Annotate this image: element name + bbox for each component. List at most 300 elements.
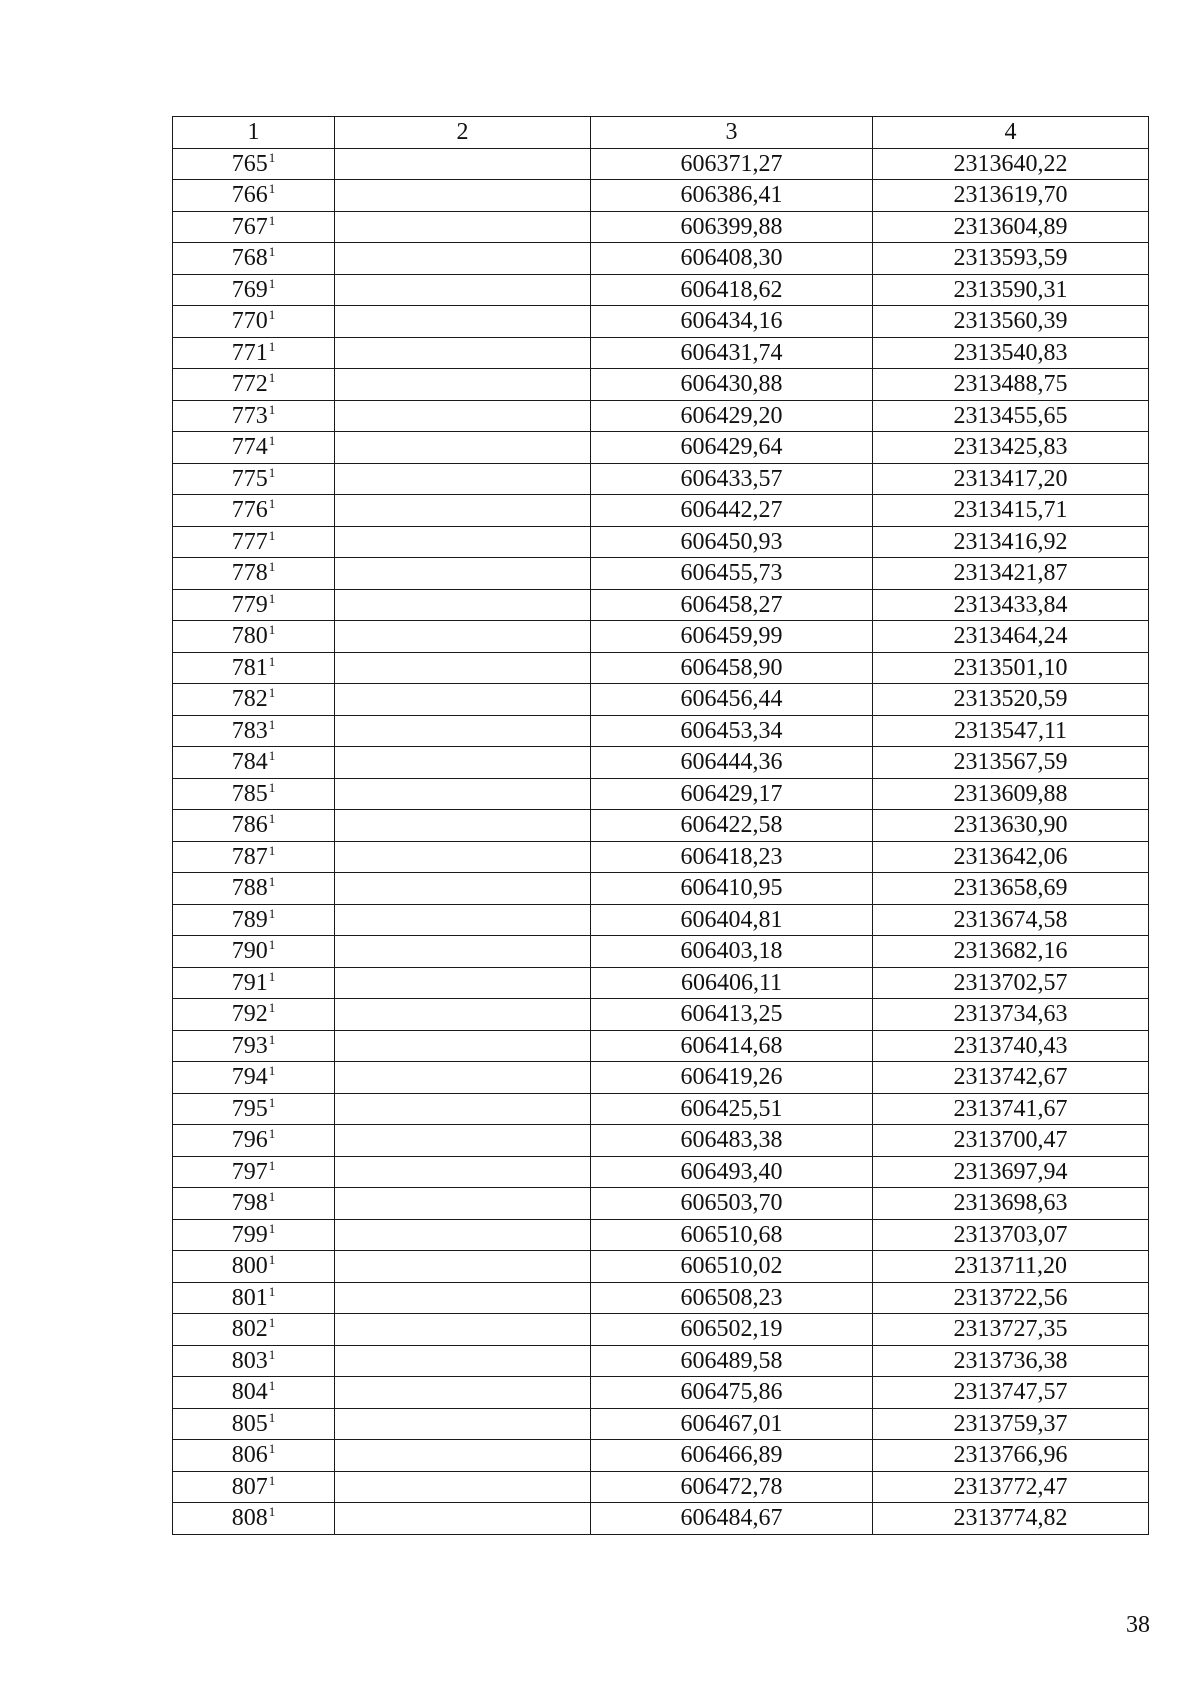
- point-superscript: 1: [268, 307, 276, 323]
- name-cell: [335, 1125, 591, 1157]
- point-number: 789: [231, 906, 268, 933]
- point-number: 797: [231, 1158, 268, 1185]
- x-coordinate-cell: 606442,27: [591, 495, 873, 527]
- point-number-cell: [173, 936, 335, 968]
- name-cell: [335, 243, 591, 275]
- point-superscript: 1: [268, 590, 276, 606]
- point-number: 782: [231, 686, 268, 713]
- table-row: [173, 1188, 1149, 1220]
- table-row: [173, 558, 1149, 590]
- point-superscript: 1: [268, 1126, 276, 1142]
- point-number: 771: [231, 339, 268, 366]
- table-row: [173, 274, 1149, 306]
- point-number-cell: [173, 967, 335, 999]
- point-number-cell: [173, 999, 335, 1031]
- y-coordinate-cell: 2313540,83: [873, 337, 1149, 369]
- x-coordinate-cell: 606453,34: [591, 715, 873, 747]
- y-coordinate-cell: 2313702,57: [873, 967, 1149, 999]
- point-number: 780: [231, 623, 268, 650]
- x-coordinate-cell: 606475,86: [591, 1377, 873, 1409]
- y-coordinate-cell: 2313740,43: [873, 1030, 1149, 1062]
- point-number-cell: [173, 841, 335, 873]
- table-row: [173, 463, 1149, 495]
- name-cell: [335, 1093, 591, 1125]
- name-cell: [335, 1408, 591, 1440]
- point-number-cell: [173, 1503, 335, 1535]
- y-coordinate-cell: 2313593,59: [873, 243, 1149, 275]
- point-number: 773: [231, 402, 268, 429]
- point-number-cell: [173, 243, 335, 275]
- header-cell-4: 4: [873, 117, 1149, 149]
- x-coordinate-cell: 606450,93: [591, 526, 873, 558]
- point-number: 795: [231, 1095, 268, 1122]
- point-number: 800: [231, 1253, 268, 1280]
- y-coordinate-cell: 2313700,47: [873, 1125, 1149, 1157]
- y-coordinate-cell: 2313464,24: [873, 621, 1149, 653]
- point-superscript: 1: [268, 1315, 276, 1331]
- point-number: 765: [231, 150, 268, 177]
- y-coordinate-cell: 2313421,87: [873, 558, 1149, 590]
- x-coordinate-cell: 606503,70: [591, 1188, 873, 1220]
- point-number: 798: [231, 1190, 268, 1217]
- name-cell: [335, 715, 591, 747]
- name-cell: [335, 652, 591, 684]
- y-coordinate-cell: 2313433,84: [873, 589, 1149, 621]
- point-superscript: 1: [268, 1000, 276, 1016]
- point-number-cell: [173, 1093, 335, 1125]
- name-cell: [335, 1219, 591, 1251]
- point-number: 791: [231, 969, 268, 996]
- name-cell: [335, 180, 591, 212]
- point-superscript: 1: [268, 1409, 276, 1425]
- point-number-cell: [173, 1219, 335, 1251]
- point-superscript: 1: [268, 842, 276, 858]
- table-row: [173, 1408, 1149, 1440]
- point-number: 788: [231, 875, 268, 902]
- point-number-cell: [173, 1314, 335, 1346]
- point-number: 769: [231, 276, 268, 303]
- point-number-cell: [173, 337, 335, 369]
- point-superscript: 1: [268, 1189, 276, 1205]
- name-cell: [335, 1471, 591, 1503]
- point-number-cell: [173, 652, 335, 684]
- name-cell: [335, 211, 591, 243]
- point-superscript: 1: [268, 716, 276, 732]
- y-coordinate-cell: 2313417,20: [873, 463, 1149, 495]
- point-number: 772: [231, 371, 268, 398]
- y-coordinate-cell: 2313642,06: [873, 841, 1149, 873]
- name-cell: [335, 1188, 591, 1220]
- y-coordinate-cell: 2313640,22: [873, 148, 1149, 180]
- name-cell: [335, 1503, 591, 1535]
- y-coordinate-cell: 2313736,38: [873, 1345, 1149, 1377]
- table-row: [173, 873, 1149, 905]
- point-superscript: 1: [268, 559, 276, 575]
- table-row: [173, 432, 1149, 464]
- y-coordinate-cell: 2313590,31: [873, 274, 1149, 306]
- point-number: 790: [231, 938, 268, 965]
- table-row: [173, 148, 1149, 180]
- point-number-cell: [173, 211, 335, 243]
- y-coordinate-cell: 2313747,57: [873, 1377, 1149, 1409]
- y-coordinate-cell: 2313560,39: [873, 306, 1149, 338]
- point-number: 792: [231, 1001, 268, 1028]
- x-coordinate-cell: 606455,73: [591, 558, 873, 590]
- x-coordinate-cell: 606459,99: [591, 621, 873, 653]
- point-number-cell: [173, 747, 335, 779]
- point-superscript: 1: [268, 433, 276, 449]
- name-cell: [335, 526, 591, 558]
- y-coordinate-cell: 2313742,67: [873, 1062, 1149, 1094]
- x-coordinate-cell: 606413,25: [591, 999, 873, 1031]
- point-number-cell: [173, 715, 335, 747]
- x-coordinate-cell: 606429,64: [591, 432, 873, 464]
- point-number-cell: [173, 495, 335, 527]
- point-number: 801: [231, 1284, 268, 1311]
- point-number: 783: [231, 717, 268, 744]
- name-cell: [335, 274, 591, 306]
- name-cell: [335, 1251, 591, 1283]
- point-number-cell: [173, 873, 335, 905]
- point-number-cell: [173, 589, 335, 621]
- x-coordinate-cell: 606510,68: [591, 1219, 873, 1251]
- name-cell: [335, 841, 591, 873]
- y-coordinate-cell: 2313734,63: [873, 999, 1149, 1031]
- table-row: [173, 1125, 1149, 1157]
- name-cell: [335, 432, 591, 464]
- y-coordinate-cell: 2313501,10: [873, 652, 1149, 684]
- table-row: [173, 589, 1149, 621]
- y-coordinate-cell: 2313455,65: [873, 400, 1149, 432]
- table-row: [173, 495, 1149, 527]
- point-number-cell: [173, 1440, 335, 1472]
- table-row: [173, 1219, 1149, 1251]
- point-number-cell: [173, 1377, 335, 1409]
- table-row: [173, 936, 1149, 968]
- point-number: 794: [231, 1064, 268, 1091]
- point-number: 805: [231, 1410, 268, 1437]
- point-number-cell: [173, 1251, 335, 1283]
- point-number: 799: [231, 1221, 268, 1248]
- point-number: 785: [231, 780, 268, 807]
- y-coordinate-cell: 2313609,88: [873, 778, 1149, 810]
- point-superscript: 1: [268, 1504, 276, 1520]
- point-number: 787: [231, 843, 268, 870]
- header-cell-2: 2: [335, 117, 591, 149]
- table-body: [173, 148, 1149, 1534]
- x-coordinate-cell: 606434,16: [591, 306, 873, 338]
- point-number-cell: [173, 1282, 335, 1314]
- name-cell: [335, 1156, 591, 1188]
- point-superscript: 1: [268, 1220, 276, 1236]
- y-coordinate-cell: 2313520,59: [873, 684, 1149, 716]
- point-number-cell: [173, 684, 335, 716]
- x-coordinate-cell: 606386,41: [591, 180, 873, 212]
- name-cell: [335, 1062, 591, 1094]
- table-row: [173, 1471, 1149, 1503]
- point-number: 806: [231, 1442, 268, 1469]
- name-cell: [335, 589, 591, 621]
- point-superscript: 1: [268, 244, 276, 260]
- point-number-cell: [173, 904, 335, 936]
- point-number-cell: [173, 369, 335, 401]
- y-coordinate-cell: 2313415,71: [873, 495, 1149, 527]
- point-superscript: 1: [268, 464, 276, 480]
- table-row: [173, 1156, 1149, 1188]
- name-cell: [335, 400, 591, 432]
- x-coordinate-cell: 606418,23: [591, 841, 873, 873]
- x-coordinate-cell: 606508,23: [591, 1282, 873, 1314]
- x-coordinate-cell: 606410,95: [591, 873, 873, 905]
- x-coordinate-cell: 606429,20: [591, 400, 873, 432]
- table-row: [173, 306, 1149, 338]
- table-row: [173, 810, 1149, 842]
- point-number-cell: [173, 180, 335, 212]
- x-coordinate-cell: 606418,62: [591, 274, 873, 306]
- name-cell: [335, 904, 591, 936]
- point-superscript: 1: [268, 1063, 276, 1079]
- table-row: [173, 1030, 1149, 1062]
- point-number-cell: [173, 1062, 335, 1094]
- point-superscript: 1: [268, 748, 276, 764]
- point-number-cell: [173, 526, 335, 558]
- name-cell: [335, 747, 591, 779]
- point-number: 802: [231, 1316, 268, 1343]
- point-number: 796: [231, 1127, 268, 1154]
- x-coordinate-cell: 606484,67: [591, 1503, 873, 1535]
- point-superscript: 1: [268, 1094, 276, 1110]
- point-number: 808: [231, 1505, 268, 1532]
- point-number-cell: [173, 1125, 335, 1157]
- table-row: [173, 180, 1149, 212]
- point-superscript: 1: [268, 622, 276, 638]
- point-superscript: 1: [268, 1346, 276, 1362]
- x-coordinate-cell: 606467,01: [591, 1408, 873, 1440]
- table-row: [173, 1093, 1149, 1125]
- x-coordinate-cell: 606425,51: [591, 1093, 873, 1125]
- x-coordinate-cell: 606444,36: [591, 747, 873, 779]
- header-cell-1: 1: [173, 117, 335, 149]
- x-coordinate-cell: 606406,11: [591, 967, 873, 999]
- x-coordinate-cell: 606466,89: [591, 1440, 873, 1472]
- x-coordinate-cell: 606433,57: [591, 463, 873, 495]
- point-number-cell: [173, 463, 335, 495]
- point-number: 775: [231, 465, 268, 492]
- point-number: 807: [231, 1473, 268, 1500]
- point-superscript: 1: [268, 275, 276, 291]
- y-coordinate-cell: 2313674,58: [873, 904, 1149, 936]
- point-number: 803: [231, 1347, 268, 1374]
- x-coordinate-cell: 606431,74: [591, 337, 873, 369]
- point-number-cell: [173, 1408, 335, 1440]
- point-superscript: 1: [268, 653, 276, 669]
- point-superscript: 1: [268, 496, 276, 512]
- table-row: [173, 1062, 1149, 1094]
- name-cell: [335, 999, 591, 1031]
- table-row: [173, 621, 1149, 653]
- y-coordinate-cell: 2313698,63: [873, 1188, 1149, 1220]
- name-cell: [335, 1345, 591, 1377]
- point-number: 781: [231, 654, 268, 681]
- name-cell: [335, 621, 591, 653]
- point-superscript: 1: [268, 874, 276, 890]
- x-coordinate-cell: 606493,40: [591, 1156, 873, 1188]
- point-superscript: 1: [268, 811, 276, 827]
- x-coordinate-cell: 606458,90: [591, 652, 873, 684]
- x-coordinate-cell: 606419,26: [591, 1062, 873, 1094]
- point-superscript: 1: [268, 1472, 276, 1488]
- table-row: [173, 400, 1149, 432]
- y-coordinate-cell: 2313547,11: [873, 715, 1149, 747]
- x-coordinate-cell: 606510,02: [591, 1251, 873, 1283]
- table-row: [173, 1282, 1149, 1314]
- point-superscript: 1: [268, 1157, 276, 1173]
- name-cell: [335, 684, 591, 716]
- x-coordinate-cell: 606403,18: [591, 936, 873, 968]
- table-row: [173, 967, 1149, 999]
- y-coordinate-cell: 2313604,89: [873, 211, 1149, 243]
- table-row: [173, 999, 1149, 1031]
- x-coordinate-cell: 606489,58: [591, 1345, 873, 1377]
- name-cell: [335, 148, 591, 180]
- y-coordinate-cell: 2313759,37: [873, 1408, 1149, 1440]
- y-coordinate-cell: 2313425,83: [873, 432, 1149, 464]
- point-superscript: 1: [268, 1252, 276, 1268]
- point-number: 793: [231, 1032, 268, 1059]
- y-coordinate-cell: 2313658,69: [873, 873, 1149, 905]
- table-row: [173, 1345, 1149, 1377]
- point-number: 786: [231, 812, 268, 839]
- point-number: 779: [231, 591, 268, 618]
- point-number: 776: [231, 497, 268, 524]
- name-cell: [335, 1377, 591, 1409]
- table-row: [173, 778, 1149, 810]
- point-superscript: 1: [268, 149, 276, 165]
- name-cell: [335, 337, 591, 369]
- y-coordinate-cell: 2313703,07: [873, 1219, 1149, 1251]
- point-number: 777: [231, 528, 268, 555]
- point-number: 774: [231, 434, 268, 461]
- header-row: [173, 117, 1149, 149]
- y-coordinate-cell: 2313682,16: [873, 936, 1149, 968]
- x-coordinate-cell: 606371,27: [591, 148, 873, 180]
- point-number-cell: [173, 1471, 335, 1503]
- table-row: [173, 684, 1149, 716]
- table-row: [173, 1314, 1149, 1346]
- point-number: 784: [231, 749, 268, 776]
- point-number-cell: [173, 274, 335, 306]
- point-number: 778: [231, 560, 268, 587]
- table-row: [173, 1377, 1149, 1409]
- point-number: 770: [231, 308, 268, 335]
- point-number-cell: [173, 306, 335, 338]
- x-coordinate-cell: 606422,58: [591, 810, 873, 842]
- point-superscript: 1: [268, 968, 276, 984]
- y-coordinate-cell: 2313722,56: [873, 1282, 1149, 1314]
- coordinates-table: [172, 116, 1149, 1535]
- point-superscript: 1: [268, 1031, 276, 1047]
- y-coordinate-cell: 2313727,35: [873, 1314, 1149, 1346]
- point-superscript: 1: [268, 1441, 276, 1457]
- point-number-cell: [173, 1188, 335, 1220]
- name-cell: [335, 463, 591, 495]
- point-number: 766: [231, 182, 268, 209]
- x-coordinate-cell: 606408,30: [591, 243, 873, 275]
- table-row: [173, 1440, 1149, 1472]
- point-superscript: 1: [268, 181, 276, 197]
- name-cell: [335, 778, 591, 810]
- point-number-cell: [173, 778, 335, 810]
- name-cell: [335, 306, 591, 338]
- y-coordinate-cell: 2313711,20: [873, 1251, 1149, 1283]
- table-row: [173, 243, 1149, 275]
- table-row: [173, 1251, 1149, 1283]
- point-superscript: 1: [268, 401, 276, 417]
- point-superscript: 1: [268, 212, 276, 228]
- point-number-cell: [173, 1030, 335, 1062]
- x-coordinate-cell: 606429,17: [591, 778, 873, 810]
- y-coordinate-cell: 2313619,70: [873, 180, 1149, 212]
- point-superscript: 1: [268, 338, 276, 354]
- name-cell: [335, 936, 591, 968]
- name-cell: [335, 1440, 591, 1472]
- name-cell: [335, 369, 591, 401]
- name-cell: [335, 1314, 591, 1346]
- table-row: [173, 652, 1149, 684]
- point-number: 768: [231, 245, 268, 272]
- point-superscript: 1: [268, 1378, 276, 1394]
- point-number-cell: [173, 400, 335, 432]
- name-cell: [335, 810, 591, 842]
- y-coordinate-cell: 2313741,67: [873, 1093, 1149, 1125]
- x-coordinate-cell: 606483,38: [591, 1125, 873, 1157]
- name-cell: [335, 1282, 591, 1314]
- name-cell: [335, 495, 591, 527]
- x-coordinate-cell: 606458,27: [591, 589, 873, 621]
- y-coordinate-cell: 2313488,75: [873, 369, 1149, 401]
- y-coordinate-cell: 2313772,47: [873, 1471, 1149, 1503]
- point-number-cell: [173, 148, 335, 180]
- table-row: [173, 715, 1149, 747]
- x-coordinate-cell: 606430,88: [591, 369, 873, 401]
- point-number-cell: [173, 810, 335, 842]
- point-number-cell: [173, 1156, 335, 1188]
- x-coordinate-cell: 606456,44: [591, 684, 873, 716]
- point-superscript: 1: [268, 937, 276, 953]
- x-coordinate-cell: 606472,78: [591, 1471, 873, 1503]
- point-number-cell: [173, 558, 335, 590]
- name-cell: [335, 873, 591, 905]
- y-coordinate-cell: 2313567,59: [873, 747, 1149, 779]
- table-row: [173, 526, 1149, 558]
- y-coordinate-cell: 2313416,92: [873, 526, 1149, 558]
- point-number-cell: [173, 621, 335, 653]
- table-row: [173, 747, 1149, 779]
- y-coordinate-cell: 2313774,82: [873, 1503, 1149, 1535]
- x-coordinate-cell: 606502,19: [591, 1314, 873, 1346]
- point-superscript: 1: [268, 779, 276, 795]
- y-coordinate-cell: 2313630,90: [873, 810, 1149, 842]
- y-coordinate-cell: 2313766,96: [873, 1440, 1149, 1472]
- table-row: [173, 904, 1149, 936]
- point-number: 767: [231, 213, 268, 240]
- table-row: [173, 337, 1149, 369]
- name-cell: [335, 558, 591, 590]
- table-row: [173, 1503, 1149, 1535]
- x-coordinate-cell: 606414,68: [591, 1030, 873, 1062]
- point-number-cell: [173, 432, 335, 464]
- name-cell: [335, 967, 591, 999]
